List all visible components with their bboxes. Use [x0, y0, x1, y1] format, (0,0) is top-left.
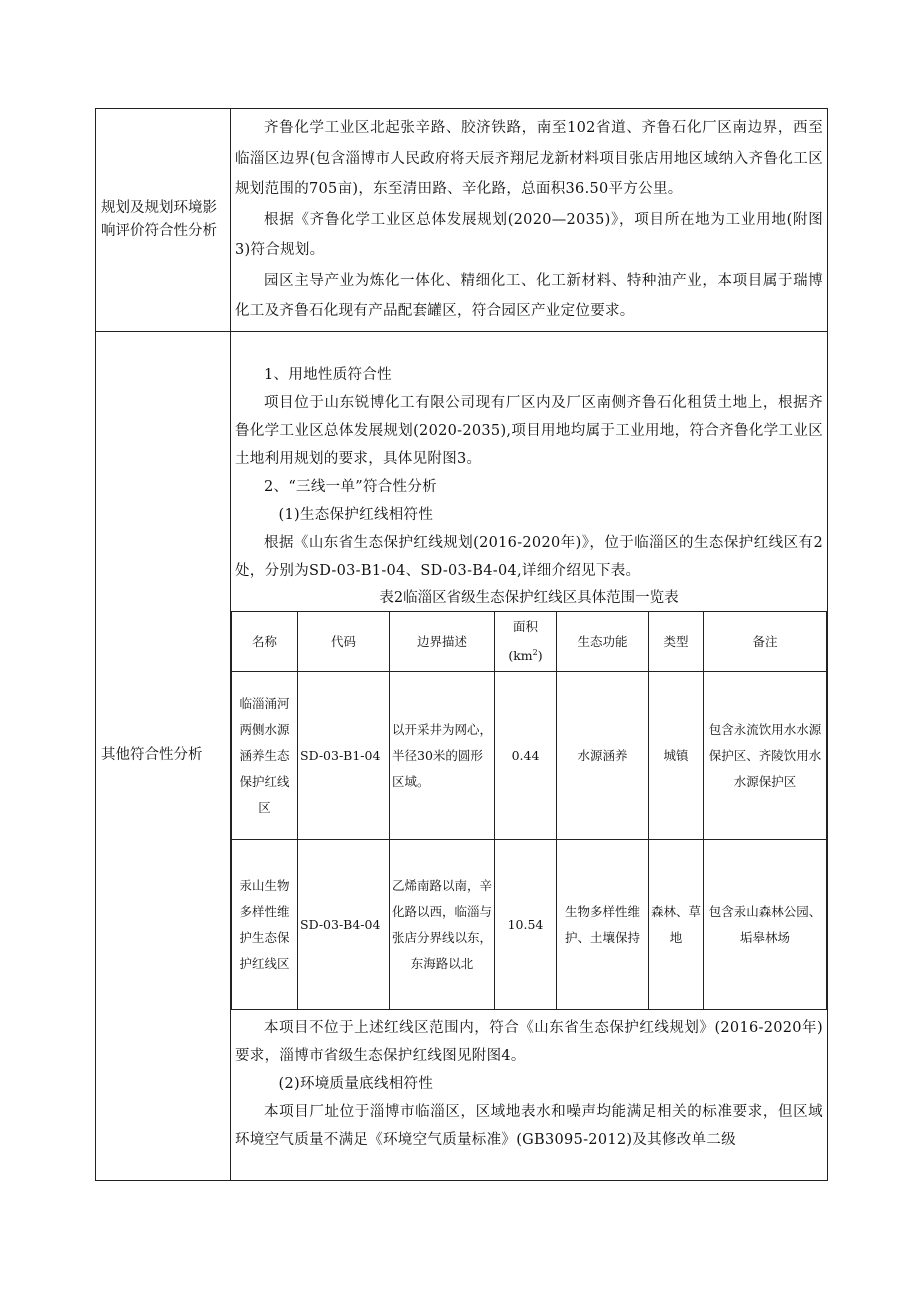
- row-2-area: 10.54: [495, 840, 557, 1010]
- row-2-note: 包含汞山森林公园、垢皋林场: [704, 840, 827, 1010]
- table-row: [232, 840, 827, 1010]
- area-unit-close: ): [537, 648, 543, 664]
- header-boundary: 边界描述: [390, 611, 495, 671]
- planning-paragraph-3: 园区主导产业为炼化一体化、精细化工、化工新材料、特种油产业，本项目属于瑞博化工及齐鲁石化现有产品配套罐区，符合园区产业定位要求。: [235, 272, 823, 319]
- planning-content: [231, 109, 828, 332]
- row-1-boundary: 以开采井为网心，半径30米的圆形区域。: [390, 672, 495, 840]
- row-1-area: 0.44: [495, 672, 557, 840]
- row-2-boundary: 乙烯南路以南，辛化路以西，临淄与张店分界线以东，东海路以北: [390, 840, 495, 1010]
- planning-paragraph-2: 根据《齐鲁化学工业区总体发展规划(2020—2035)》，项目所在地为工业用地(附图3)符合规划。: [235, 211, 823, 258]
- header-area-label: 面积: [512, 618, 538, 634]
- planning-row: [96, 109, 828, 332]
- section-3-text: 本项目不位于上述红线区范围内，符合《山东省生态保护红线规划》(2016-2020年)要求，淄博市省级生态保护红线图见附图4。: [235, 1020, 823, 1065]
- other-label: [96, 331, 231, 1180]
- planning-label: [96, 109, 231, 332]
- header-code: 代码: [298, 611, 390, 671]
- subsection-1-title: (1)生态保护红线相符性: [278, 506, 434, 523]
- header-note: 备注: [704, 611, 827, 671]
- area-unit-sup: 2: [532, 647, 538, 657]
- header-type: 类型: [649, 611, 704, 671]
- section-2-text: 根据《山东省生态保护红线规划(2016-2020年)》，位于临淄区的生态保护红线区有2处，分别为SD-03-B1-04、SD-03-B4-04,详细介绍见下表。: [235, 534, 823, 579]
- row-2-function: 生物多样性维护、土壤保持: [557, 840, 649, 1010]
- redline-table: [231, 611, 827, 1010]
- planning-label-text: 规划及规划环境影响评价符合性分析: [101, 199, 217, 239]
- table-row: [232, 672, 827, 840]
- table-caption: 表2临淄区省级生态保护红线区具体范围一览表: [379, 589, 679, 606]
- row-2-code: SD-03-B4-04: [298, 840, 390, 1010]
- header-area-unit: [497, 640, 554, 669]
- row-2-type: 森林、草地: [649, 840, 704, 1010]
- header-area: [495, 611, 557, 671]
- other-label-text: 其他符合性分析: [101, 747, 203, 763]
- row-1-name: 临淄涌河两侧水源涵养生态保护红线区: [232, 672, 298, 840]
- main-table: [95, 108, 828, 1181]
- other-content: [231, 331, 828, 1180]
- row-2-name: 汞山生物多样性维护生态保护红线区: [232, 840, 298, 1010]
- header-name: 名称: [232, 611, 298, 671]
- planning-paragraph-1: 齐鲁化学工业区北起张辛路、胶济铁路，南至102省道、齐鲁石化厂区南边界，西至临淄区边界(包含淄博市人民政府将天辰齐翔尼龙新材料项目张店用地区域纳入齐鲁化工区规划范围的705亩)，东至清田路、辛化路，总面积36.50平方公里。: [235, 120, 823, 197]
- section-4-text: 本项目厂址位于淄博市临淄区，区域地表水和噪声均能满足相关的标准要求，但区域环境空气质量不满足《环境空气质量标准》(GB3095-2012)及其修改单二级: [235, 1104, 823, 1149]
- row-1-function: 水源涵养: [557, 672, 649, 840]
- area-unit-text: (km: [508, 648, 533, 664]
- header-function: 生态功能: [557, 611, 649, 671]
- row-1-code: SD-03-B1-04: [298, 672, 390, 840]
- section-1-text: 项目位于山东锐博化工有限公司现有厂区内及厂区南侧齐鲁石化租赁土地上，根据齐鲁化学工业区总体发展规划(2020-2035),项目用地均属于工业用地，符合齐鲁化学工业区土地利用规划的要求，具体见附图3。: [235, 394, 823, 467]
- subsection-2-title: (2)环境质量底线相符性: [278, 1076, 434, 1093]
- other-row: [96, 331, 828, 1180]
- row-1-type: 城镇: [649, 672, 704, 840]
- section-2-title: 2、“三线一单”符合性分析: [264, 478, 437, 495]
- section-1-title: 1、用地性质符合性: [264, 366, 392, 383]
- row-1-note: 包含永流饮用水水源保护区、齐陵饮用水水源保护区: [704, 672, 827, 840]
- table-header-row: [232, 611, 827, 671]
